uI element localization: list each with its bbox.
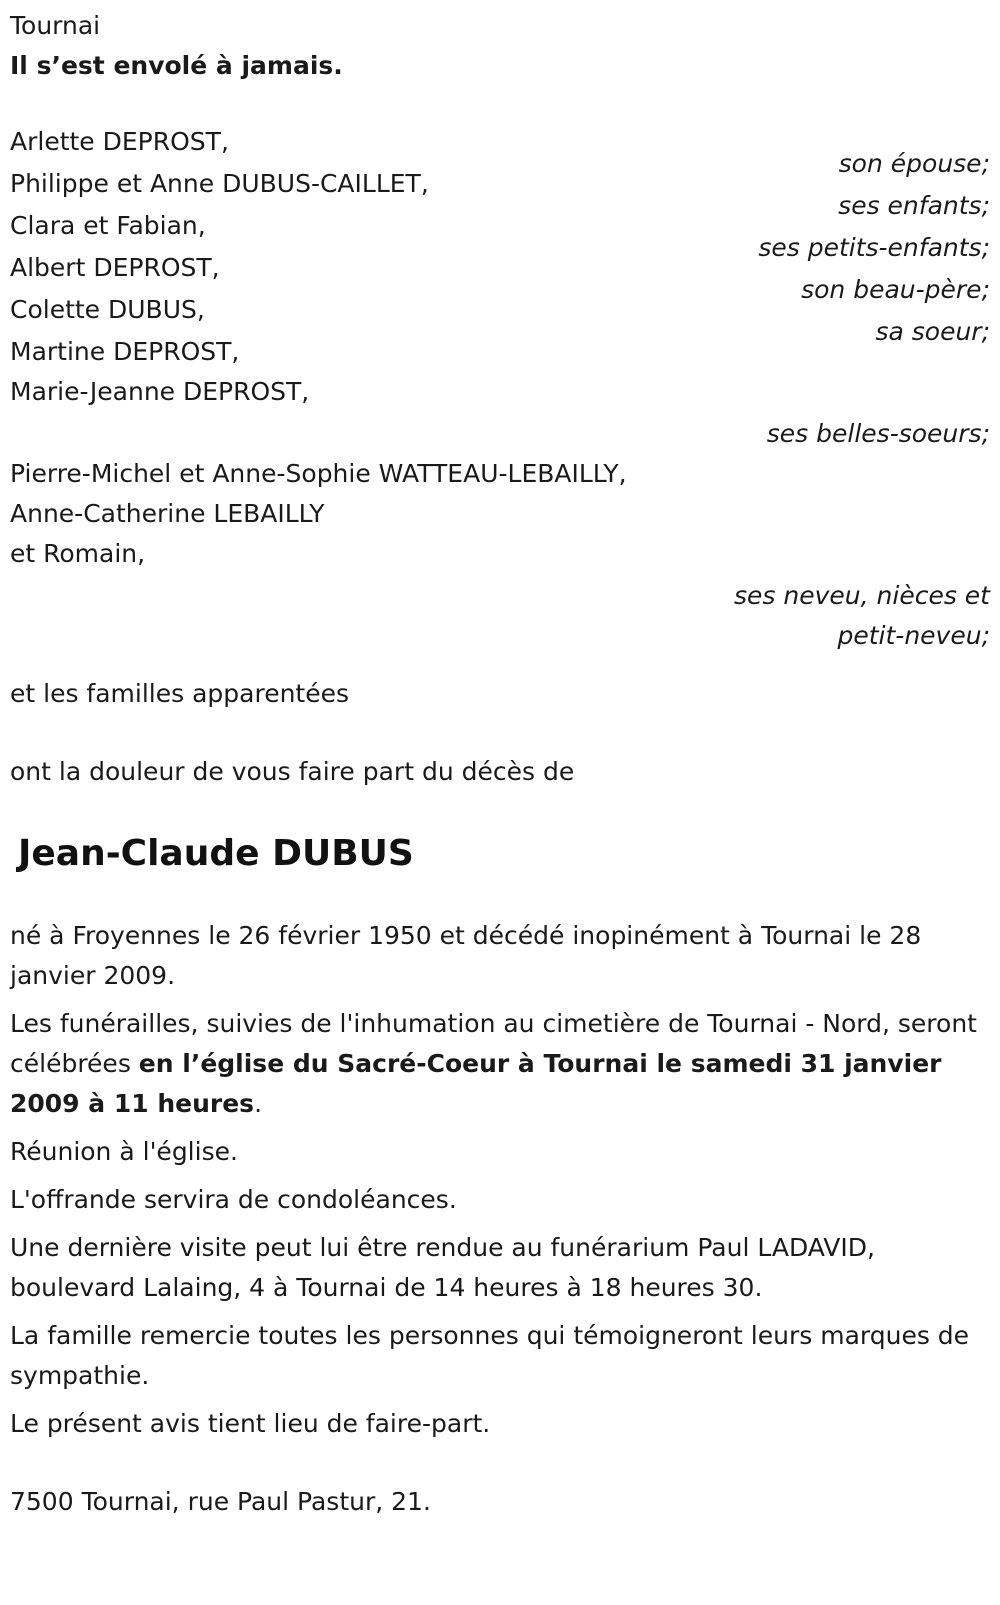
mourner-group (10, 454, 990, 656)
mourner-name: Philippe et Anne DUBUS-CAILLET, (10, 169, 429, 198)
mourner-name: Clara et Fabian, (10, 211, 206, 240)
offering-paragraph: L'offrande servira de condoléances. (10, 1185, 457, 1214)
deceased-name: Jean-Claude DUBUS (18, 833, 414, 874)
mourner-relation: son beau-père; (801, 275, 990, 304)
funeral-paragraph (10, 1004, 990, 1124)
families-line: et les familles apparentées (10, 679, 350, 708)
notice-paragraph: Le présent avis tient lieu de faire-part. (10, 1409, 491, 1438)
mourner-name: Anne-Catherine LEBAILLY (10, 499, 325, 528)
mourner-name: Colette DUBUS, (10, 295, 205, 324)
announcement-line: ont la douleur de vous faire part du décès de (10, 757, 575, 786)
mourner-name: Pierre-Michel et Anne-Sophie WATTEAU-LEBAILLY, (10, 459, 627, 488)
mourner-relation: petit-neveu; (837, 621, 990, 650)
tagline: Il s’est envolé à jamais. (10, 51, 343, 80)
mourner-relation: ses belles-soeurs; (766, 419, 990, 448)
obituary-notice (10, 6, 990, 1522)
visit-paragraph: Une dernière visite peut lui être rendue au funérarium Paul LADAVID, boulevard Lalaing, 4 à Tournai de 14 heures à 18 heures 30. (10, 1233, 875, 1302)
mourner-relation: sa soeur; (875, 317, 990, 346)
mourner-group (10, 332, 990, 454)
funeral-intro: Les funérailles, suivies de l'inhumation au cimetière de Tournai - Nord, seront célébrées (10, 1009, 977, 1078)
birth-death-paragraph: né à Froyennes le 26 février 1950 et décédé inopinément à Tournai le 28 janvier 2009. (10, 921, 922, 990)
funeral-end: . (254, 1089, 263, 1118)
mourner-name: et Romain, (10, 539, 146, 568)
mourner-relation: son épouse; (838, 149, 990, 178)
funeral-details: en l’église du Sacré-Coeur à Tournai le samedi 31 janvier 2009 à 11 heures (10, 1049, 942, 1118)
mourner-name: Albert DEPROST, (10, 253, 220, 282)
mourner-relation: ses petits-enfants; (758, 233, 990, 262)
mourner-relation: ses neveu, nièces et (734, 581, 990, 610)
mourner-relation: ses enfants; (838, 191, 990, 220)
mourners-list (10, 122, 990, 656)
mourner-name: Martine DEPROST, (10, 337, 240, 366)
city-heading: Tournai (10, 11, 101, 40)
thanks-paragraph: La famille remercie toutes les personnes qui témoigneront leurs marques de sympathie. (10, 1321, 970, 1390)
address-line: 7500 Tournai, rue Paul Pastur, 21. (10, 1487, 431, 1516)
mourner-name: Marie-Jeanne DEPROST, (10, 377, 310, 406)
meeting-paragraph: Réunion à l'église. (10, 1137, 238, 1166)
mourner-name: Arlette DEPROST, (10, 127, 229, 156)
